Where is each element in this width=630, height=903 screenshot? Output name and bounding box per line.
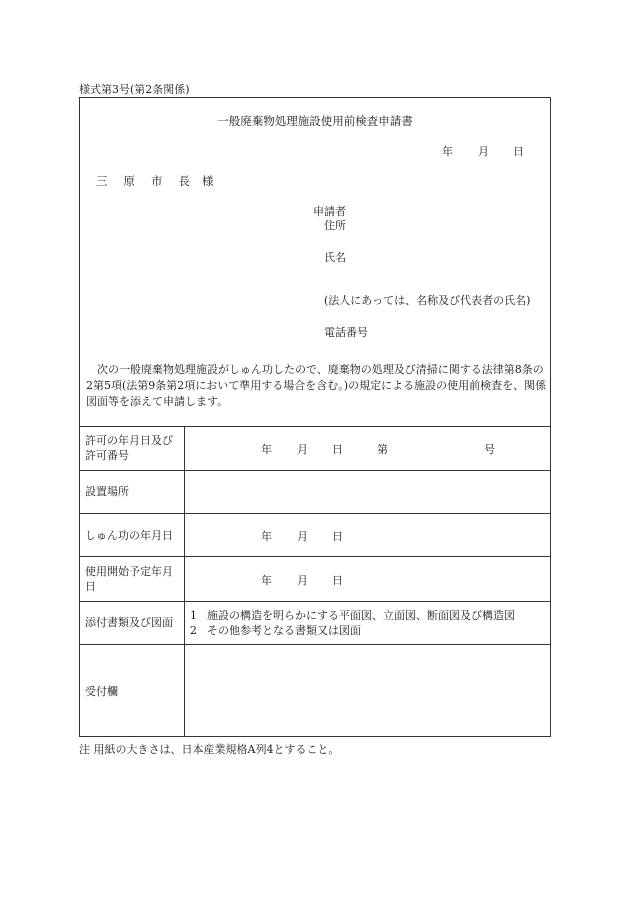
table-row-divider [79,644,551,645]
start-month-label: 月 [297,574,308,587]
attachment-item [190,607,515,623]
form-title: 一般廃棄物処理施設使用前検査申請書 [217,114,413,128]
application-body-text: 次の一般廃棄物処理施設がしゅん功したので、廃棄物の処理及び清掃に関する法律第8条の2第5項(法第9条第2項において準用する場合を含む。)の規定による施設の使用前検査を、関係図面等を添えて申請します。 [86,363,547,408]
attachment-num: 2 [190,624,197,637]
permit-month-label: 月 [297,443,308,456]
attachment-text: 施設の構造を明らかにする平面図、立面図、断面図及び構造図 [207,609,515,622]
addressee-char: 原 [123,174,135,188]
addressee-char: 長 [178,174,190,188]
addressee-char: 三 [96,174,108,188]
table-row-divider [79,556,551,557]
applicant-heading: 申請者 [313,205,346,218]
addressee [96,173,214,189]
table-top-rule [79,426,551,427]
attachment-num: 1 [190,609,197,622]
applicant-corp-note: (法人にあっては、名称及び代表者の氏名) [324,294,531,307]
completion-month-label: 月 [297,530,308,543]
completion-date-label: しゅん功の年月日 [85,529,173,542]
completion-year-label: 年 [261,530,272,543]
start-date-label: 使用開始予定年月日 [85,565,173,593]
table-row-divider [79,513,551,514]
attachment-item [190,622,361,638]
permit-day-label: 日 [332,443,343,456]
applicant-address-label: 住所 [324,219,346,232]
addressee-char: 市 [151,174,163,188]
table-row-divider [79,470,551,471]
permit-year-label: 年 [261,443,272,456]
table-row-divider [79,601,551,602]
date-day-label: 日 [513,145,524,158]
attachments-label: 添付書類及び図面 [85,616,173,629]
start-day-label: 日 [332,574,343,587]
paper-size-note: 注 用紙の大きさは、日本産業規格A列4とすること。 [79,743,340,756]
applicant-name-label: 氏名 [324,251,346,264]
date-year-label: 年 [442,145,453,158]
form-number-label: 様式第3号(第2条関係) [79,83,190,96]
applicant-phone-label: 電話番号 [324,326,368,339]
permit-date-number-label: 許可の年月日及び許可番号 [85,434,173,462]
date-month-label: 月 [478,145,489,158]
addressee-char: 様 [202,174,214,188]
permit-no-suffix: 号 [484,443,495,456]
installation-location-label: 設置場所 [85,485,129,498]
attachment-text: その他参考となる書類又は図面 [207,624,361,637]
table-column-divider [184,426,185,737]
reception-label: 受付欄 [85,685,118,698]
start-year-label: 年 [261,574,272,587]
application-form-frame [79,97,551,737]
completion-day-label: 日 [332,530,343,543]
permit-no-prefix: 第 [377,443,388,456]
